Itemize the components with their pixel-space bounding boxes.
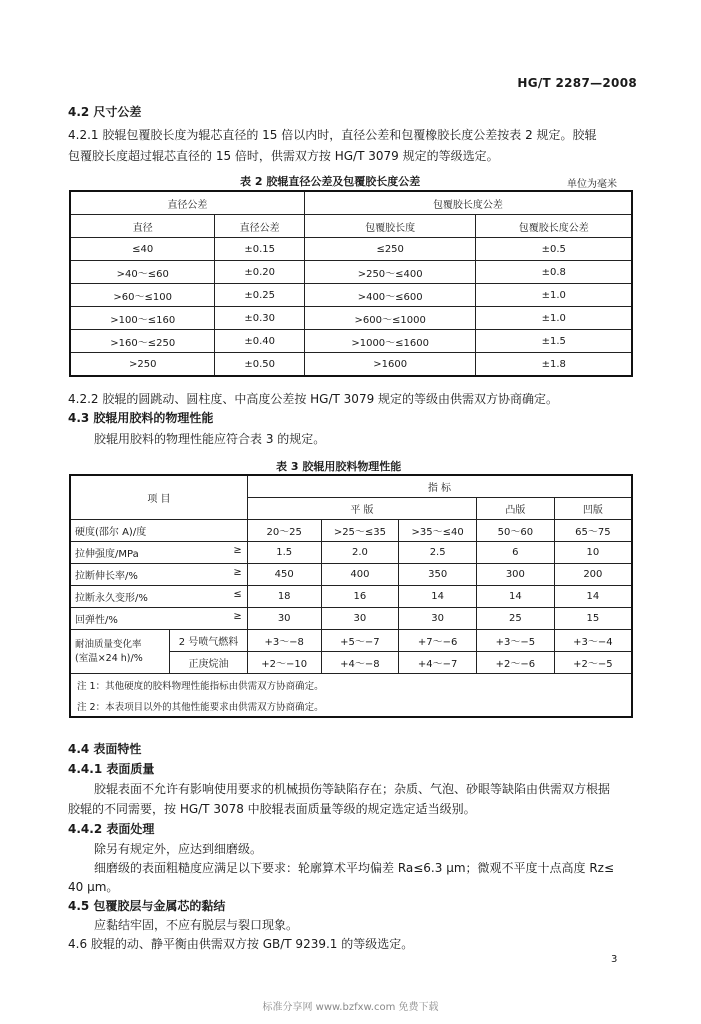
table-row [70, 353, 632, 377]
table-cell: 16 [321, 586, 399, 608]
page-number: 3 [611, 954, 618, 965]
table-cell: +4～−7 [399, 652, 477, 674]
section-4-4-1-title: 4.4.1 表面质量 [68, 762, 155, 776]
table-row [70, 586, 632, 608]
table3-concave-header: 凹版 [554, 498, 632, 520]
table-cell: ±0.50 [215, 353, 304, 377]
table-cell: ≤40 [70, 238, 215, 261]
row-label-heptane: 正庚烷油 [170, 652, 248, 674]
table-cell: 10 [554, 542, 632, 564]
table3-note-2: 注 2：本表项目以外的其他性能要求由供需双方协商确定。 [70, 695, 632, 717]
table3-item-header: 项 目 [70, 475, 247, 520]
table3 [69, 474, 633, 718]
table-cell: >160～≤250 [70, 330, 215, 353]
table-row [70, 608, 632, 630]
table-cell: >250～≤400 [304, 261, 476, 284]
document-code: HG/T 2287—2008 [517, 76, 637, 90]
table-cell: +3～−8 [247, 630, 321, 652]
table2 [69, 190, 633, 377]
table-cell: ±0.20 [215, 261, 304, 284]
table-cell: ≤250 [304, 238, 476, 261]
table-cell: >60～≤100 [70, 284, 215, 307]
table-cell: 30 [399, 608, 477, 630]
row-label-tensile: 拉伸强度/MPa ≥ [70, 542, 247, 564]
table-cell: ±1.5 [476, 330, 632, 353]
table2-group-length: 包覆胶长度公差 [304, 191, 632, 215]
table-cell: 2.0 [321, 542, 399, 564]
table-cell: ±0.25 [215, 284, 304, 307]
section-4-5-title: 4.5 包覆胶层与金属芯的黏结 [68, 899, 226, 913]
table-cell: ±0.5 [476, 238, 632, 261]
table-cell: >400～≤600 [304, 284, 476, 307]
table-cell: +2～−10 [247, 652, 321, 674]
table-cell: >250 [70, 353, 215, 377]
table-cell: 350 [399, 564, 477, 586]
section-4-4-title: 4.4 表面特性 [68, 742, 142, 756]
table-cell: 18 [247, 586, 321, 608]
table-cell: >25～≤35 [321, 520, 399, 542]
table3-caption: 表 3 胶辊用胶料物理性能 [276, 460, 402, 473]
table2-group-diameter: 直径公差 [70, 191, 304, 215]
table-cell: +5～−7 [321, 630, 399, 652]
table-cell: >1000～≤1600 [304, 330, 476, 353]
table-cell: 14 [554, 586, 632, 608]
table-cell: +2～−5 [554, 652, 632, 674]
table-cell: ±0.15 [215, 238, 304, 261]
table-cell: >100～≤160 [70, 307, 215, 330]
section-4-2-title: 4.2 尺寸公差 [68, 105, 142, 119]
table-cell: 30 [247, 608, 321, 630]
table-row [70, 261, 632, 284]
table-cell: +2～−6 [477, 652, 555, 674]
section-4-2-1-line1: 4.2.1 胶辊包覆胶长度为辊芯直径的 15 倍以内时，直径公差和包覆橡胶长度公差按表 2 规定。胶辊 [68, 128, 597, 142]
table-cell: 14 [477, 586, 555, 608]
watermark-footer: 标准分享网 www.bzfxw.com 免费下载 [262, 1002, 439, 1013]
table-cell: 20～25 [247, 520, 321, 542]
table-row [70, 284, 632, 307]
table-row [70, 630, 632, 652]
row-label-jet-fuel: 2 号喷气燃料 [170, 630, 248, 652]
table-cell: 200 [554, 564, 632, 586]
table2-col-header: 直径公差 [215, 215, 304, 238]
table-cell: 65～75 [554, 520, 632, 542]
row-label-oil: 耐油质量变化率 (室温×24 h)/% [70, 630, 170, 674]
table-cell: +3～−4 [554, 630, 632, 652]
table-cell: 25 [477, 608, 555, 630]
section-4-4-2-title: 4.4.2 表面处理 [68, 822, 155, 836]
table-cell: 1.5 [247, 542, 321, 564]
table-cell: >600～≤1000 [304, 307, 476, 330]
section-4-6: 4.6 胶辊的动、静平衡由供需双方按 GB/T 9239.1 的等级选定。 [68, 937, 414, 951]
table2-col-header: 包覆胶长度公差 [476, 215, 632, 238]
row-label-elongation: 拉断伸长率/% ≥ [70, 564, 247, 586]
table2-unit: 单位为毫米 [567, 179, 617, 190]
table2-caption: 表 2 胶辊直径公差及包覆胶长度公差 [240, 175, 421, 188]
table2-col-header: 包覆胶长度 [304, 215, 476, 238]
table-cell: 450 [247, 564, 321, 586]
table-row [70, 542, 632, 564]
section-4-4-2-text: 除另有规定外，应达到细磨级。 [94, 842, 263, 856]
section-4-2-2: 4.2.2 胶辊的圆跳动、圆柱度、中高度公差按 HG/T 3079 规定的等级由供需双方协商确定。 [68, 392, 559, 406]
section-4-2-1-line2: 包覆胶长度超过辊芯直径的 15 倍时，供需双方按 HG/T 3079 规定的等级选定。 [68, 149, 499, 163]
table-cell: 6 [477, 542, 555, 564]
table-cell: >35～≤40 [399, 520, 477, 542]
table-cell: ±1.8 [476, 353, 632, 377]
table-cell: 14 [399, 586, 477, 608]
section-4-4-2-line2: 细磨级的表面粗糙度应满足以下要求：轮廓算术平均偏差 Ra≤6.3 μm；微观不平度十点高度 Rz≤ [94, 861, 615, 875]
table2-col-header: 直径 [70, 215, 215, 238]
row-label-set: 拉断永久变形/% ≤ [70, 586, 247, 608]
table3-note-1: 注 1：其他硬度的胶料物理性能指标由供需双方协商确定。 [70, 674, 632, 696]
table-cell: +7～−6 [399, 630, 477, 652]
row-label-resilience: 回弹性/% ≥ [70, 608, 247, 630]
table-row [70, 564, 632, 586]
table-cell: 50～60 [477, 520, 555, 542]
table-row [70, 238, 632, 261]
section-4-5-text: 应黏结牢固，不应有脱层与裂口现象。 [94, 918, 299, 932]
table-cell: ±1.0 [476, 284, 632, 307]
table-cell: 300 [477, 564, 555, 586]
table-row [70, 520, 632, 542]
table-cell: 400 [321, 564, 399, 586]
table-cell: +4～−8 [321, 652, 399, 674]
table-cell: 30 [321, 608, 399, 630]
table-cell: ±0.30 [215, 307, 304, 330]
table-cell: ±0.40 [215, 330, 304, 353]
table-cell: 15 [554, 608, 632, 630]
table-cell: 2.5 [399, 542, 477, 564]
section-4-4-2-line3: 40 μm。 [68, 880, 119, 894]
table3-flat-header: 平 版 [247, 498, 476, 520]
table-cell: >40～≤60 [70, 261, 215, 284]
section-4-4-1-line1: 胶辊表面不允许有影响使用要求的机械损伤等缺陷存在；杂质、气泡、砂眼等缺陷由供需双方根据 [94, 782, 611, 796]
table-row [70, 307, 632, 330]
table-row [70, 330, 632, 353]
row-label-hardness: 硬度(邵尔 A)/度 [70, 520, 247, 542]
section-4-3-text: 胶辊用胶料的物理性能应符合表 3 的规定。 [94, 432, 326, 446]
table3-convex-header: 凸版 [477, 498, 555, 520]
table-cell: ±1.0 [476, 307, 632, 330]
table-cell: ±0.8 [476, 261, 632, 284]
section-4-3-title: 4.3 胶辊用胶料的物理性能 [68, 411, 214, 425]
section-4-4-1-line2: 胶辊的不同需要，按 HG/T 3078 中胶辊表面质量等级的规定选定适当级别。 [68, 802, 476, 816]
table3-index-header: 指 标 [247, 475, 632, 498]
table-cell: +3～−5 [477, 630, 555, 652]
table-cell: >1600 [304, 353, 476, 377]
